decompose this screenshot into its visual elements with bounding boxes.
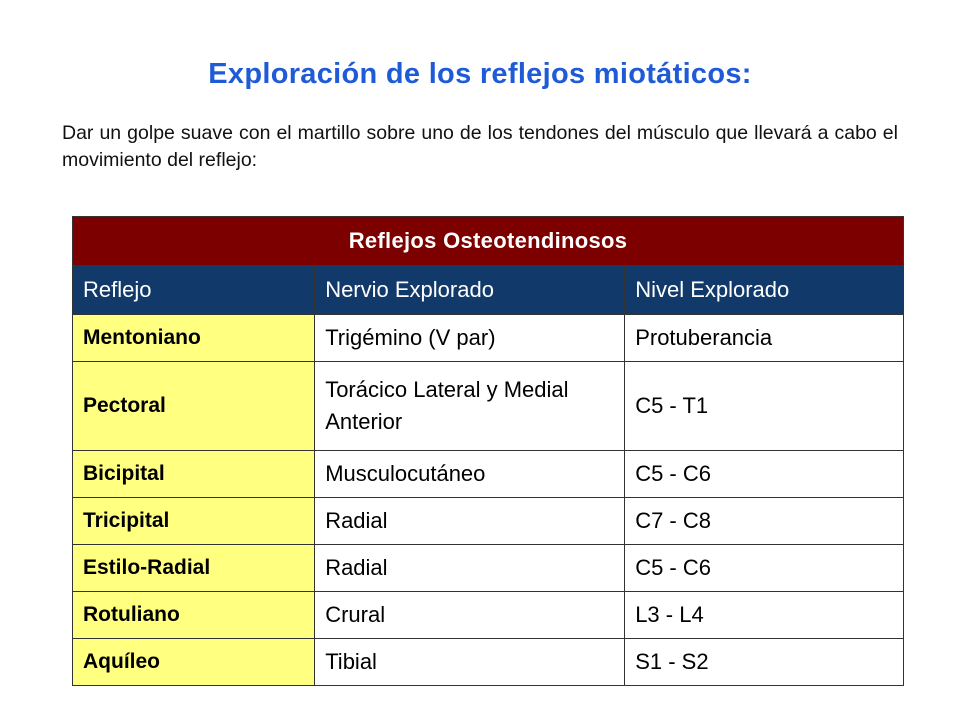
cell-reflejo: Estilo-Radial [73,545,315,592]
cell-nivel: C5 - C6 [625,451,904,498]
cell-nervio: Torácico Lateral y Medial Anterior [315,362,625,451]
header-reflejo: Reflejo [73,266,315,315]
cell-nervio: Tibial [315,639,625,686]
table-header-row [73,266,904,315]
cell-reflejo: Mentoniano [73,315,315,362]
table-caption: Reflejos Osteotendinosos [73,217,904,266]
cell-nivel: S1 - S2 [625,639,904,686]
cell-reflejo: Tricipital [73,498,315,545]
table-row [73,639,904,686]
table-caption-row [73,217,904,266]
intro-text: Dar un golpe suave con el martillo sobre uno de los tendones del músculo que llevará a cabo el movimiento del reflejo: [62,122,898,171]
table-row [73,315,904,362]
cell-nervio: Radial [315,498,625,545]
page-title: Exploración de los reflejos miotáticos: [208,58,752,90]
table-row [73,592,904,639]
table-row [73,451,904,498]
cell-nervio: Radial [315,545,625,592]
cell-nivel: C7 - C8 [625,498,904,545]
header-nivel: Nivel Explorado [625,266,904,315]
header-nervio: Nervio Explorado [315,266,625,315]
cell-reflejo: Aquíleo [73,639,315,686]
table-row [73,545,904,592]
cell-nivel: Protuberancia [625,315,904,362]
cell-nervio: Crural [315,592,625,639]
cell-reflejo: Bicipital [73,451,315,498]
table-row [73,498,904,545]
cell-reflejo: Pectoral [73,362,315,451]
reflexes-table [72,216,904,686]
table-row [73,362,904,451]
cell-nivel: C5 - C6 [625,545,904,592]
cell-nivel: C5 - T1 [625,362,904,451]
cell-nervio: Trigémino (V par) [315,315,625,362]
cell-nivel: L3 - L4 [625,592,904,639]
cell-reflejo: Rotuliano [73,592,315,639]
cell-nervio: Musculocutáneo [315,451,625,498]
